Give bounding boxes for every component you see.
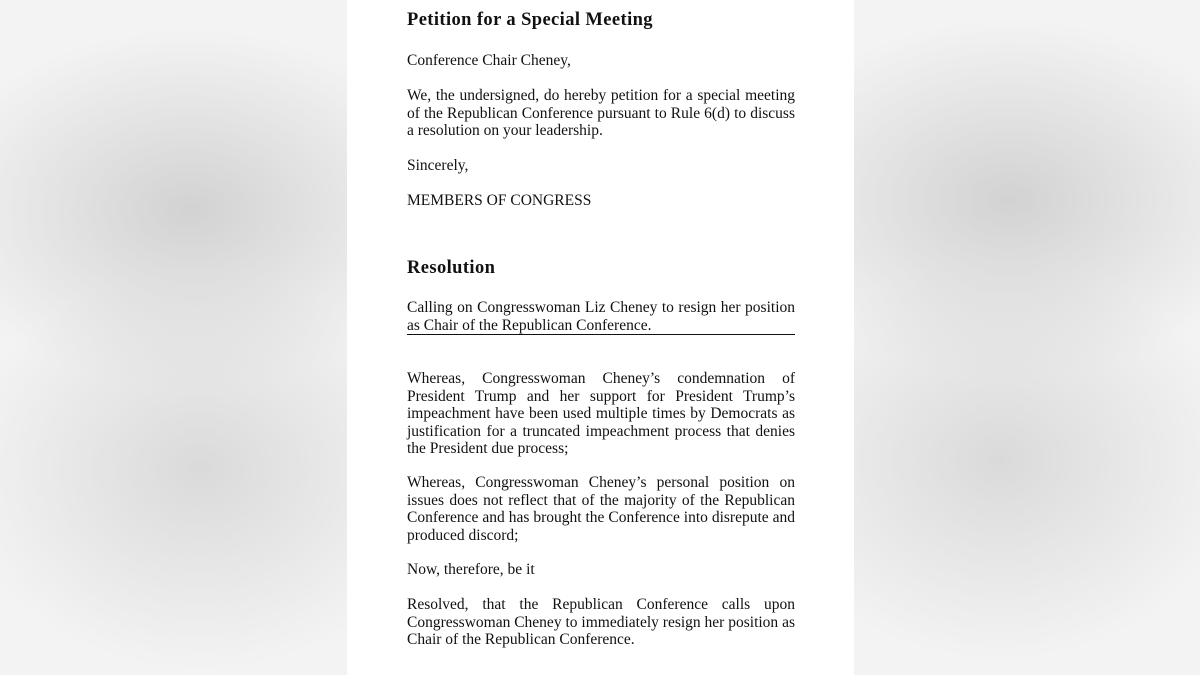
salutation: Conference Chair Cheney, — [407, 52, 571, 69]
petition-title: Petition for a Special Meeting — [407, 10, 653, 30]
resolution-caption: Calling on Congresswoman Liz Cheney to resign her position as Chair of the Republican Conference. — [407, 299, 795, 334]
resolution-title: Resolution — [407, 258, 496, 278]
signatories: MEMBERS OF CONGRESS — [407, 192, 592, 209]
petition-body: We, the undersigned, do hereby petition for a special meeting of the Republican Conference pursuant to Rule 6(d) to discuss a resolution on your leadership. — [407, 87, 795, 139]
document-page — [347, 0, 854, 675]
resolved-clause: Resolved, that the Republican Conference calls upon Congresswoman Cheney to immediately resign her position as Chair of the Republican Conference. — [407, 596, 795, 648]
whereas-clause-1: Whereas, Congresswoman Cheney’s condemnation of President Trump and her support for President Trump’s impeachment have been used multiple times by Democrats as justification for a truncated impeachment process that denies the President due process; — [407, 370, 795, 457]
closing: Sincerely, — [407, 157, 469, 174]
now-therefore: Now, therefore, be it — [407, 561, 535, 578]
whereas-clause-2: Whereas, Congresswoman Cheney’s personal position on issues does not reflect that of the majority of the Republican Conference and has brought the Conference into disrepute and produced discord; — [407, 474, 795, 544]
